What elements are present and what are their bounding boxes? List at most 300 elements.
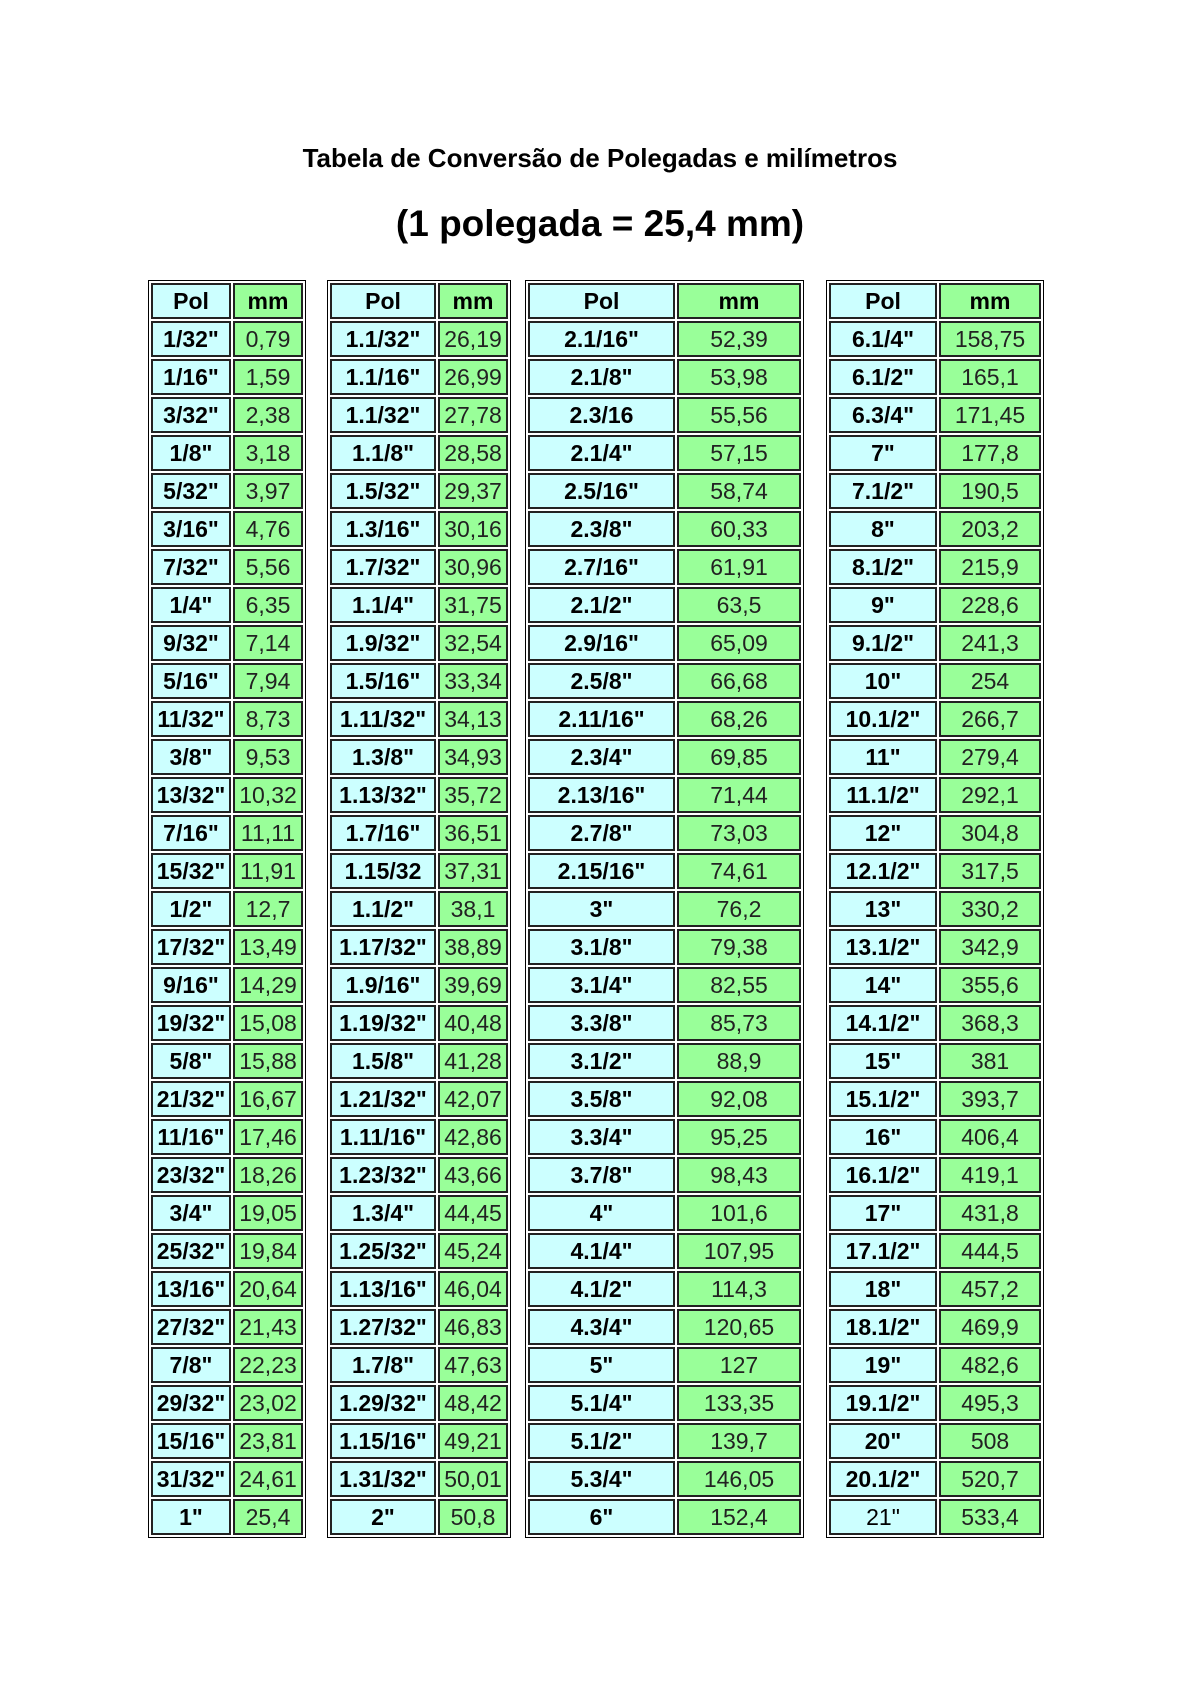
inch-cell: 1.5/32": [330, 473, 436, 509]
mm-cell: 292,1: [939, 777, 1041, 813]
table-row: [330, 625, 508, 661]
mm-cell: 520,7: [939, 1461, 1041, 1497]
mm-cell: 393,7: [939, 1081, 1041, 1117]
page-subtitle: (1 polegada = 25,4 mm): [395, 203, 805, 244]
mm-cell: 98,43: [677, 1157, 801, 1193]
inch-cell: 7/16": [151, 815, 231, 851]
header-row: [151, 283, 303, 319]
conversion-table-1: [148, 280, 306, 1538]
header-row: [330, 283, 508, 319]
table-row: [829, 815, 1041, 851]
mm-cell: 44,45: [438, 1195, 508, 1231]
table-row: [528, 511, 801, 547]
inch-cell: 2": [330, 1499, 436, 1535]
table-row: [829, 929, 1041, 965]
table-row: [151, 549, 303, 585]
table-row: [829, 1081, 1041, 1117]
inch-cell: 18": [829, 1271, 937, 1307]
mm-cell: 342,9: [939, 929, 1041, 965]
table-row: [528, 549, 801, 585]
mm-cell: 23,81: [233, 1423, 303, 1459]
mm-cell: 61,91: [677, 549, 801, 585]
inch-cell: 23/32": [151, 1157, 231, 1193]
inch-cell: 1.29/32": [330, 1385, 436, 1421]
table-row: [151, 815, 303, 851]
inch-cell: 5.3/4": [528, 1461, 675, 1497]
inch-cell: 1.11/32": [330, 701, 436, 737]
mm-header: mm: [939, 283, 1041, 319]
table-row: [829, 1043, 1041, 1079]
table-row: [330, 891, 508, 927]
table-row: [330, 1119, 508, 1155]
table-row: [528, 1385, 801, 1421]
mm-cell: 15,08: [233, 1005, 303, 1041]
mm-cell: 9,53: [233, 739, 303, 775]
inch-cell: 5/8": [151, 1043, 231, 1079]
table-row: [528, 701, 801, 737]
table-row: [528, 1499, 801, 1535]
table-row: [330, 853, 508, 889]
mm-cell: 215,9: [939, 549, 1041, 585]
mm-cell: 279,4: [939, 739, 1041, 775]
inch-cell: 3/32": [151, 397, 231, 433]
table-row: [528, 1423, 801, 1459]
inch-cell: 1.9/16": [330, 967, 436, 1003]
mm-cell: 266,7: [939, 701, 1041, 737]
table-row: [528, 1309, 801, 1345]
inch-cell: 2.3/16: [528, 397, 675, 433]
inch-cell: 21": [829, 1499, 937, 1535]
table-row: [330, 1081, 508, 1117]
mm-cell: 495,3: [939, 1385, 1041, 1421]
inch-cell: 1/8": [151, 435, 231, 471]
table-row: [829, 1119, 1041, 1155]
table-row: [829, 435, 1041, 471]
table-row: [528, 1461, 801, 1497]
mm-cell: 45,24: [438, 1233, 508, 1269]
table-row: [330, 1195, 508, 1231]
table-row: [151, 777, 303, 813]
inch-cell: 6.1/2": [829, 359, 937, 395]
table-row: [528, 1005, 801, 1041]
inch-cell: 1.19/32": [330, 1005, 436, 1041]
mm-cell: 28,58: [438, 435, 508, 471]
mm-cell: 444,5: [939, 1233, 1041, 1269]
table-row: [151, 1233, 303, 1269]
table-row: [829, 1157, 1041, 1193]
mm-cell: 241,3: [939, 625, 1041, 661]
inch-cell: 1.7/16": [330, 815, 436, 851]
mm-cell: 60,33: [677, 511, 801, 547]
inch-cell: 1.31/32": [330, 1461, 436, 1497]
inch-cell: 3.1/2": [528, 1043, 675, 1079]
table-row: [829, 1385, 1041, 1421]
inch-cell: 1": [151, 1499, 231, 1535]
table-row: [330, 1309, 508, 1345]
inch-cell: 12.1/2": [829, 853, 937, 889]
table-row: [528, 1157, 801, 1193]
inch-cell: 10": [829, 663, 937, 699]
inch-cell: 2.5/8": [528, 663, 675, 699]
mm-cell: 139,7: [677, 1423, 801, 1459]
table-row: [151, 359, 303, 395]
mm-cell: 33,34: [438, 663, 508, 699]
mm-cell: 127: [677, 1347, 801, 1383]
mm-cell: 21,43: [233, 1309, 303, 1345]
inch-cell: 2.1/4": [528, 435, 675, 471]
mm-cell: 6,35: [233, 587, 303, 623]
inch-cell: 5.1/4": [528, 1385, 675, 1421]
pol-header: Pol: [829, 283, 937, 319]
pol-header: Pol: [151, 283, 231, 319]
inch-cell: 31/32": [151, 1461, 231, 1497]
mm-cell: 508: [939, 1423, 1041, 1459]
inch-cell: 3/16": [151, 511, 231, 547]
mm-cell: 19,84: [233, 1233, 303, 1269]
inch-cell: 6.1/4": [829, 321, 937, 357]
mm-cell: 228,6: [939, 587, 1041, 623]
inch-cell: 2.5/16": [528, 473, 675, 509]
table-row: [330, 1233, 508, 1269]
inch-cell: 8": [829, 511, 937, 547]
mm-cell: 24,61: [233, 1461, 303, 1497]
pol-header: Pol: [330, 283, 436, 319]
mm-cell: 533,4: [939, 1499, 1041, 1535]
table-row: [151, 701, 303, 737]
table-row: [829, 777, 1041, 813]
mm-cell: 48,42: [438, 1385, 508, 1421]
table-row: [528, 663, 801, 699]
inch-cell: 1.27/32": [330, 1309, 436, 1345]
inch-cell: 1.17/32": [330, 929, 436, 965]
inch-cell: 2.3/8": [528, 511, 675, 547]
mm-cell: 330,2: [939, 891, 1041, 927]
table-row: [330, 587, 508, 623]
table-row: [528, 587, 801, 623]
inch-cell: 1/4": [151, 587, 231, 623]
table-row: [829, 321, 1041, 357]
mm-cell: 58,74: [677, 473, 801, 509]
mm-cell: 57,15: [677, 435, 801, 471]
inch-cell: 1.15/32: [330, 853, 436, 889]
conversion-table-2: [327, 280, 511, 1538]
inch-cell: 6": [528, 1499, 675, 1535]
table-row: [151, 1195, 303, 1231]
inch-cell: 11.1/2": [829, 777, 937, 813]
mm-cell: 79,38: [677, 929, 801, 965]
mm-cell: 368,3: [939, 1005, 1041, 1041]
table-row: [151, 1499, 303, 1535]
mm-cell: 146,05: [677, 1461, 801, 1497]
mm-cell: 46,83: [438, 1309, 508, 1345]
inch-cell: 4": [528, 1195, 675, 1231]
inch-cell: 7.1/2": [829, 473, 937, 509]
mm-cell: 7,14: [233, 625, 303, 661]
mm-header: mm: [677, 283, 801, 319]
inch-cell: 3/8": [151, 739, 231, 775]
inch-cell: 5.1/2": [528, 1423, 675, 1459]
table-row: [829, 853, 1041, 889]
table-row: [528, 321, 801, 357]
inch-cell: 13": [829, 891, 937, 927]
inch-cell: 7": [829, 435, 937, 471]
mm-cell: 92,08: [677, 1081, 801, 1117]
inch-cell: 9/16": [151, 967, 231, 1003]
mm-cell: 66,68: [677, 663, 801, 699]
table-row: [330, 1043, 508, 1079]
table-row: [528, 473, 801, 509]
mm-cell: 53,98: [677, 359, 801, 395]
mm-cell: 3,97: [233, 473, 303, 509]
mm-cell: 4,76: [233, 511, 303, 547]
table-row: [829, 1005, 1041, 1041]
table-row: [151, 1271, 303, 1307]
inch-cell: 1.5/8": [330, 1043, 436, 1079]
mm-cell: 25,4: [233, 1499, 303, 1535]
inch-cell: 14": [829, 967, 937, 1003]
table-row: [151, 625, 303, 661]
table-row: [151, 1043, 303, 1079]
header-row: [528, 283, 801, 319]
inch-cell: 14.1/2": [829, 1005, 937, 1041]
mm-cell: 133,35: [677, 1385, 801, 1421]
mm-cell: 14,29: [233, 967, 303, 1003]
inch-cell: 9.1/2": [829, 625, 937, 661]
table-row: [528, 1271, 801, 1307]
table-row: [151, 1005, 303, 1041]
inch-cell: 3.3/4": [528, 1119, 675, 1155]
table-row: [829, 587, 1041, 623]
mm-cell: 47,63: [438, 1347, 508, 1383]
page-title: Tabela de Conversão de Polegadas e milímetros: [302, 143, 898, 173]
inch-cell: 13/16": [151, 1271, 231, 1307]
inch-cell: 2.9/16": [528, 625, 675, 661]
mm-cell: 10,32: [233, 777, 303, 813]
table-row: [330, 777, 508, 813]
inch-cell: 10.1/2": [829, 701, 937, 737]
mm-cell: 65,09: [677, 625, 801, 661]
table-row: [528, 625, 801, 661]
inch-cell: 3.7/8": [528, 1157, 675, 1193]
mm-cell: 114,3: [677, 1271, 801, 1307]
table-row: [330, 1271, 508, 1307]
inch-cell: 15": [829, 1043, 937, 1079]
table-row: [829, 1461, 1041, 1497]
mm-cell: 40,48: [438, 1005, 508, 1041]
inch-cell: 2.3/4": [528, 739, 675, 775]
inch-cell: 1/16": [151, 359, 231, 395]
mm-cell: 46,04: [438, 1271, 508, 1307]
mm-cell: 73,03: [677, 815, 801, 851]
table-row: [829, 701, 1041, 737]
pol-header: Pol: [528, 283, 675, 319]
inch-cell: 2.1/16": [528, 321, 675, 357]
mm-cell: 120,65: [677, 1309, 801, 1345]
table-row: [528, 1043, 801, 1079]
inch-cell: 1.1/16": [330, 359, 436, 395]
inch-cell: 20": [829, 1423, 937, 1459]
mm-cell: 22,23: [233, 1347, 303, 1383]
table-row: [330, 701, 508, 737]
mm-cell: 203,2: [939, 511, 1041, 547]
inch-cell: 5/16": [151, 663, 231, 699]
table-row: [330, 511, 508, 547]
mm-cell: 20,64: [233, 1271, 303, 1307]
inch-cell: 2.1/8": [528, 359, 675, 395]
mm-cell: 13,49: [233, 929, 303, 965]
table-row: [829, 967, 1041, 1003]
table-row: [528, 1195, 801, 1231]
inch-cell: 11": [829, 739, 937, 775]
mm-cell: 190,5: [939, 473, 1041, 509]
table-row: [330, 739, 508, 775]
inch-cell: 2.7/16": [528, 549, 675, 585]
mm-cell: 2,38: [233, 397, 303, 433]
table-row: [829, 359, 1041, 395]
mm-cell: 12,7: [233, 891, 303, 927]
table-row: [829, 625, 1041, 661]
inch-cell: 2.1/2": [528, 587, 675, 623]
table-row: [151, 1157, 303, 1193]
inch-cell: 5/32": [151, 473, 231, 509]
mm-cell: 29,37: [438, 473, 508, 509]
inch-cell: 9/32": [151, 625, 231, 661]
table-row: [330, 1423, 508, 1459]
mm-cell: 49,21: [438, 1423, 508, 1459]
inch-cell: 1.25/32": [330, 1233, 436, 1269]
table-row: [151, 739, 303, 775]
inch-cell: 3.1/4": [528, 967, 675, 1003]
table-row: [151, 1461, 303, 1497]
mm-cell: 31,75: [438, 587, 508, 623]
mm-cell: 3,18: [233, 435, 303, 471]
inch-cell: 1.3/8": [330, 739, 436, 775]
mm-cell: 457,2: [939, 1271, 1041, 1307]
inch-cell: 1.7/32": [330, 549, 436, 585]
table-row: [829, 1309, 1041, 1345]
mm-cell: 7,94: [233, 663, 303, 699]
inch-cell: 13/32": [151, 777, 231, 813]
inch-cell: 7/8": [151, 1347, 231, 1383]
inch-cell: 1.9/32": [330, 625, 436, 661]
table-row: [330, 1347, 508, 1383]
mm-cell: 71,44: [677, 777, 801, 813]
table-row: [829, 1271, 1041, 1307]
inch-cell: 11/16": [151, 1119, 231, 1155]
mm-cell: 317,5: [939, 853, 1041, 889]
mm-cell: 15,88: [233, 1043, 303, 1079]
mm-cell: 42,07: [438, 1081, 508, 1117]
mm-cell: 74,61: [677, 853, 801, 889]
table-row: [528, 815, 801, 851]
conversion-table-4: [826, 280, 1044, 1538]
mm-cell: 419,1: [939, 1157, 1041, 1193]
mm-cell: 95,25: [677, 1119, 801, 1155]
inch-cell: 15.1/2": [829, 1081, 937, 1117]
table-row: [330, 397, 508, 433]
inch-cell: 17/32": [151, 929, 231, 965]
inch-cell: 7/32": [151, 549, 231, 585]
table-row: [829, 891, 1041, 927]
mm-cell: 52,39: [677, 321, 801, 357]
table-row: [829, 739, 1041, 775]
table-row: [151, 929, 303, 965]
inch-cell: 16": [829, 1119, 937, 1155]
inch-cell: 25/32": [151, 1233, 231, 1269]
inch-cell: 29/32": [151, 1385, 231, 1421]
mm-cell: 23,02: [233, 1385, 303, 1421]
table-row: [151, 397, 303, 433]
table-row: [330, 929, 508, 965]
table-row: [330, 359, 508, 395]
mm-cell: 26,99: [438, 359, 508, 395]
table-row: [528, 435, 801, 471]
mm-cell: 11,11: [233, 815, 303, 851]
mm-cell: 18,26: [233, 1157, 303, 1193]
inch-cell: 1.3/4": [330, 1195, 436, 1231]
inch-cell: 19.1/2": [829, 1385, 937, 1421]
table-row: [330, 967, 508, 1003]
mm-cell: 158,75: [939, 321, 1041, 357]
inch-cell: 3.3/8": [528, 1005, 675, 1041]
inch-cell: 6.3/4": [829, 397, 937, 433]
inch-cell: 21/32": [151, 1081, 231, 1117]
inch-cell: 19/32": [151, 1005, 231, 1041]
table-row: [528, 1347, 801, 1383]
table-row: [330, 663, 508, 699]
mm-cell: 85,73: [677, 1005, 801, 1041]
inch-cell: 17.1/2": [829, 1233, 937, 1269]
table-row: [829, 511, 1041, 547]
table-row: [528, 853, 801, 889]
mm-cell: 30,96: [438, 549, 508, 585]
mm-cell: 36,51: [438, 815, 508, 851]
mm-cell: 381: [939, 1043, 1041, 1079]
inch-cell: 18.1/2": [829, 1309, 937, 1345]
table-row: [151, 1423, 303, 1459]
table-row: [528, 1081, 801, 1117]
mm-cell: 8,73: [233, 701, 303, 737]
mm-cell: 41,28: [438, 1043, 508, 1079]
inch-cell: 3/4": [151, 1195, 231, 1231]
mm-cell: 19,05: [233, 1195, 303, 1231]
mm-cell: 69,85: [677, 739, 801, 775]
table-row: [829, 663, 1041, 699]
table-row: [829, 397, 1041, 433]
mm-cell: 42,86: [438, 1119, 508, 1155]
table-row: [330, 1157, 508, 1193]
mm-cell: 16,67: [233, 1081, 303, 1117]
table-row: [330, 549, 508, 585]
table-row: [528, 359, 801, 395]
inch-cell: 2.7/8": [528, 815, 675, 851]
inch-cell: 15/16": [151, 1423, 231, 1459]
inch-cell: 1.1/32": [330, 321, 436, 357]
table-row: [151, 1385, 303, 1421]
table-row: [151, 663, 303, 699]
table-row: [528, 967, 801, 1003]
mm-cell: 171,45: [939, 397, 1041, 433]
mm-cell: 254: [939, 663, 1041, 699]
inch-cell: 20.1/2": [829, 1461, 937, 1497]
inch-cell: 9": [829, 587, 937, 623]
table-row: [151, 435, 303, 471]
mm-cell: 55,56: [677, 397, 801, 433]
table-row: [330, 1499, 508, 1535]
table-row: [528, 1233, 801, 1269]
mm-cell: 17,46: [233, 1119, 303, 1155]
inch-cell: 1.15/16": [330, 1423, 436, 1459]
